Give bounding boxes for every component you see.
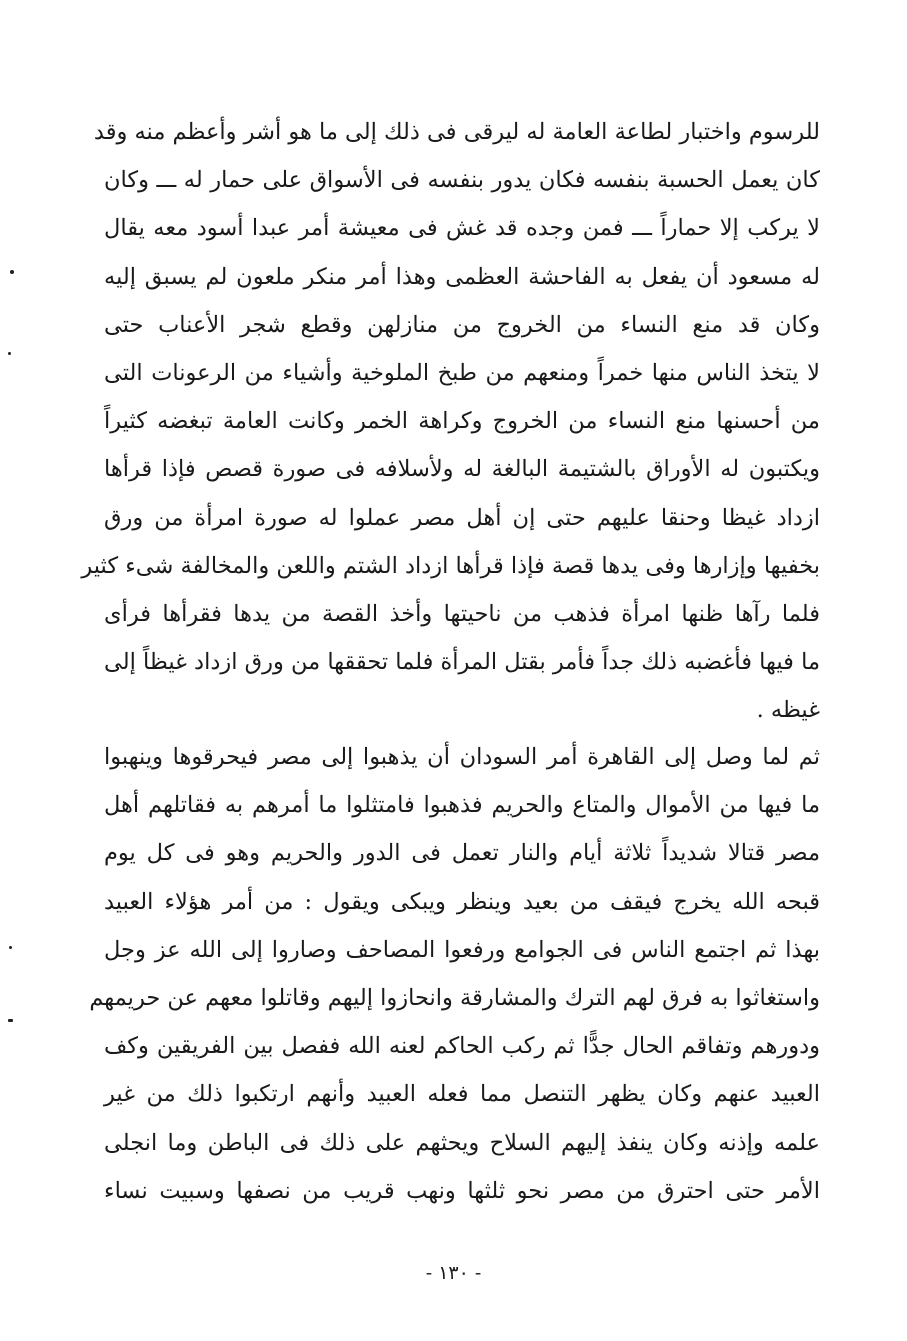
text-line: واستغاثوا به فرق لهم الترك والمشارقة وانحازوا إليهم وقاتلوا معهم عن حريمهم [89, 984, 820, 1011]
text-line: ودورهم وتفاقم الحال جدًّا ثم ركب الحاكم لعنه الله ففصل بين الفريقين وكف [104, 1033, 820, 1060]
text-line: بهذا ثم اجتمع الناس فى الجوامع ورفعوا المصاحف وصاروا إلى الله عز وجل [104, 936, 820, 963]
text-line: قبحه الله يخرج فيقف من بعيد وينظر ويبكى ويقول : من أمر هؤلاء العبيد [104, 888, 820, 915]
text-line: العبيد عنهم وكان يظهر التنصل مما فعله العبيد وأنهم ارتكبوا ذلك من غير [104, 1081, 820, 1108]
text-line: للرسوم واختبار لطاعة العامة له ليرقى فى ذلك إلى ما هو أشر وأعظم منه وقد [93, 119, 820, 145]
scan-speck [8, 352, 11, 355]
text-line: له مسعود أن يفعل به الفاحشة العظمى وهذا أمر منكر ملعون لم يسبق إليه [104, 263, 820, 290]
text-line: ما فيها فأغضبه ذلك جداً فأمر بقتل المرأة فلما تحققها من ورق ازداد غيظاً إلى [104, 649, 820, 676]
text-line: لا يتخذ الناس منها خمراً ومنعهم من طبخ الملوخية وأشياء من الرعونات التى [104, 359, 820, 386]
scan-speck [9, 946, 12, 949]
paragraph-1 [81, 108, 820, 734]
text-line: لا يركب إلا حماراً ـــ فمن وجده قد غش فى معيشة أمر عبدا أسود معه يقال [104, 215, 820, 242]
text-line: علمه وإذنه وكان ينفذ إليهم السلاح ويحثهم على ذلك فى الباطن وما انجلى [104, 1129, 820, 1156]
page-number: - ١٣٠ - [425, 1262, 482, 1284]
text-line: ازداد غيظا وحنقا عليهم حتى إن أهل مصر عملوا له صورة امرأة من ورق [104, 504, 820, 531]
text-line: كان يعمل الحسبة بنفسه فكان يدور بنفسه فى الأسواق على حمار له ـــ وكان [104, 167, 820, 194]
scan-speck [8, 1019, 13, 1022]
text-line: فلما رآها ظنها امرأة فذهب من ناحيتها وأخذ القصة من يدها فقرأها فرأى [104, 600, 820, 627]
text-line: الأمر حتى احترق من مصر نحو ثلثها ونهب قريب من نصفها وسبيت نساء [104, 1177, 820, 1204]
text-line: بخفيها وإزارها وفى يدها قصة فإذا قرأها ازداد الشتم واللعن والمخالفة شىء كثير [81, 552, 820, 579]
text-line: من أحسنها منع النساء من الخروج وكراهة الخمر وكانت العامة تبغضه كثيراً [104, 408, 820, 435]
text-line: ويكتبون له الأوراق بالشتيمة البالغة له ولأسلافه فى صورة قصص فإذا قرأها [104, 456, 820, 483]
text-line: ثم لما وصل إلى القاهرة أمر السودان أن يذهبوا إلى مصر فيحرقوها وينهبوا [104, 744, 820, 770]
scan-speck [10, 270, 14, 274]
text-line: غيظه . [756, 697, 820, 724]
paragraph-2 [89, 733, 820, 1215]
text-line: ما فيها من الأموال والمتاع والحريم فذهبوا فامتثلوا ما أمرهم به فقاتلهم أهل [104, 792, 820, 819]
text-line: وكان قد منع النساء من الخروج من منازلهن وقطع شجر الأعناب حتى [104, 311, 820, 338]
text-line: مصر قتالا شديداً ثلاثة أيام والنار تعمل فى الدور والحريم وهو فى كل يوم [104, 840, 820, 867]
